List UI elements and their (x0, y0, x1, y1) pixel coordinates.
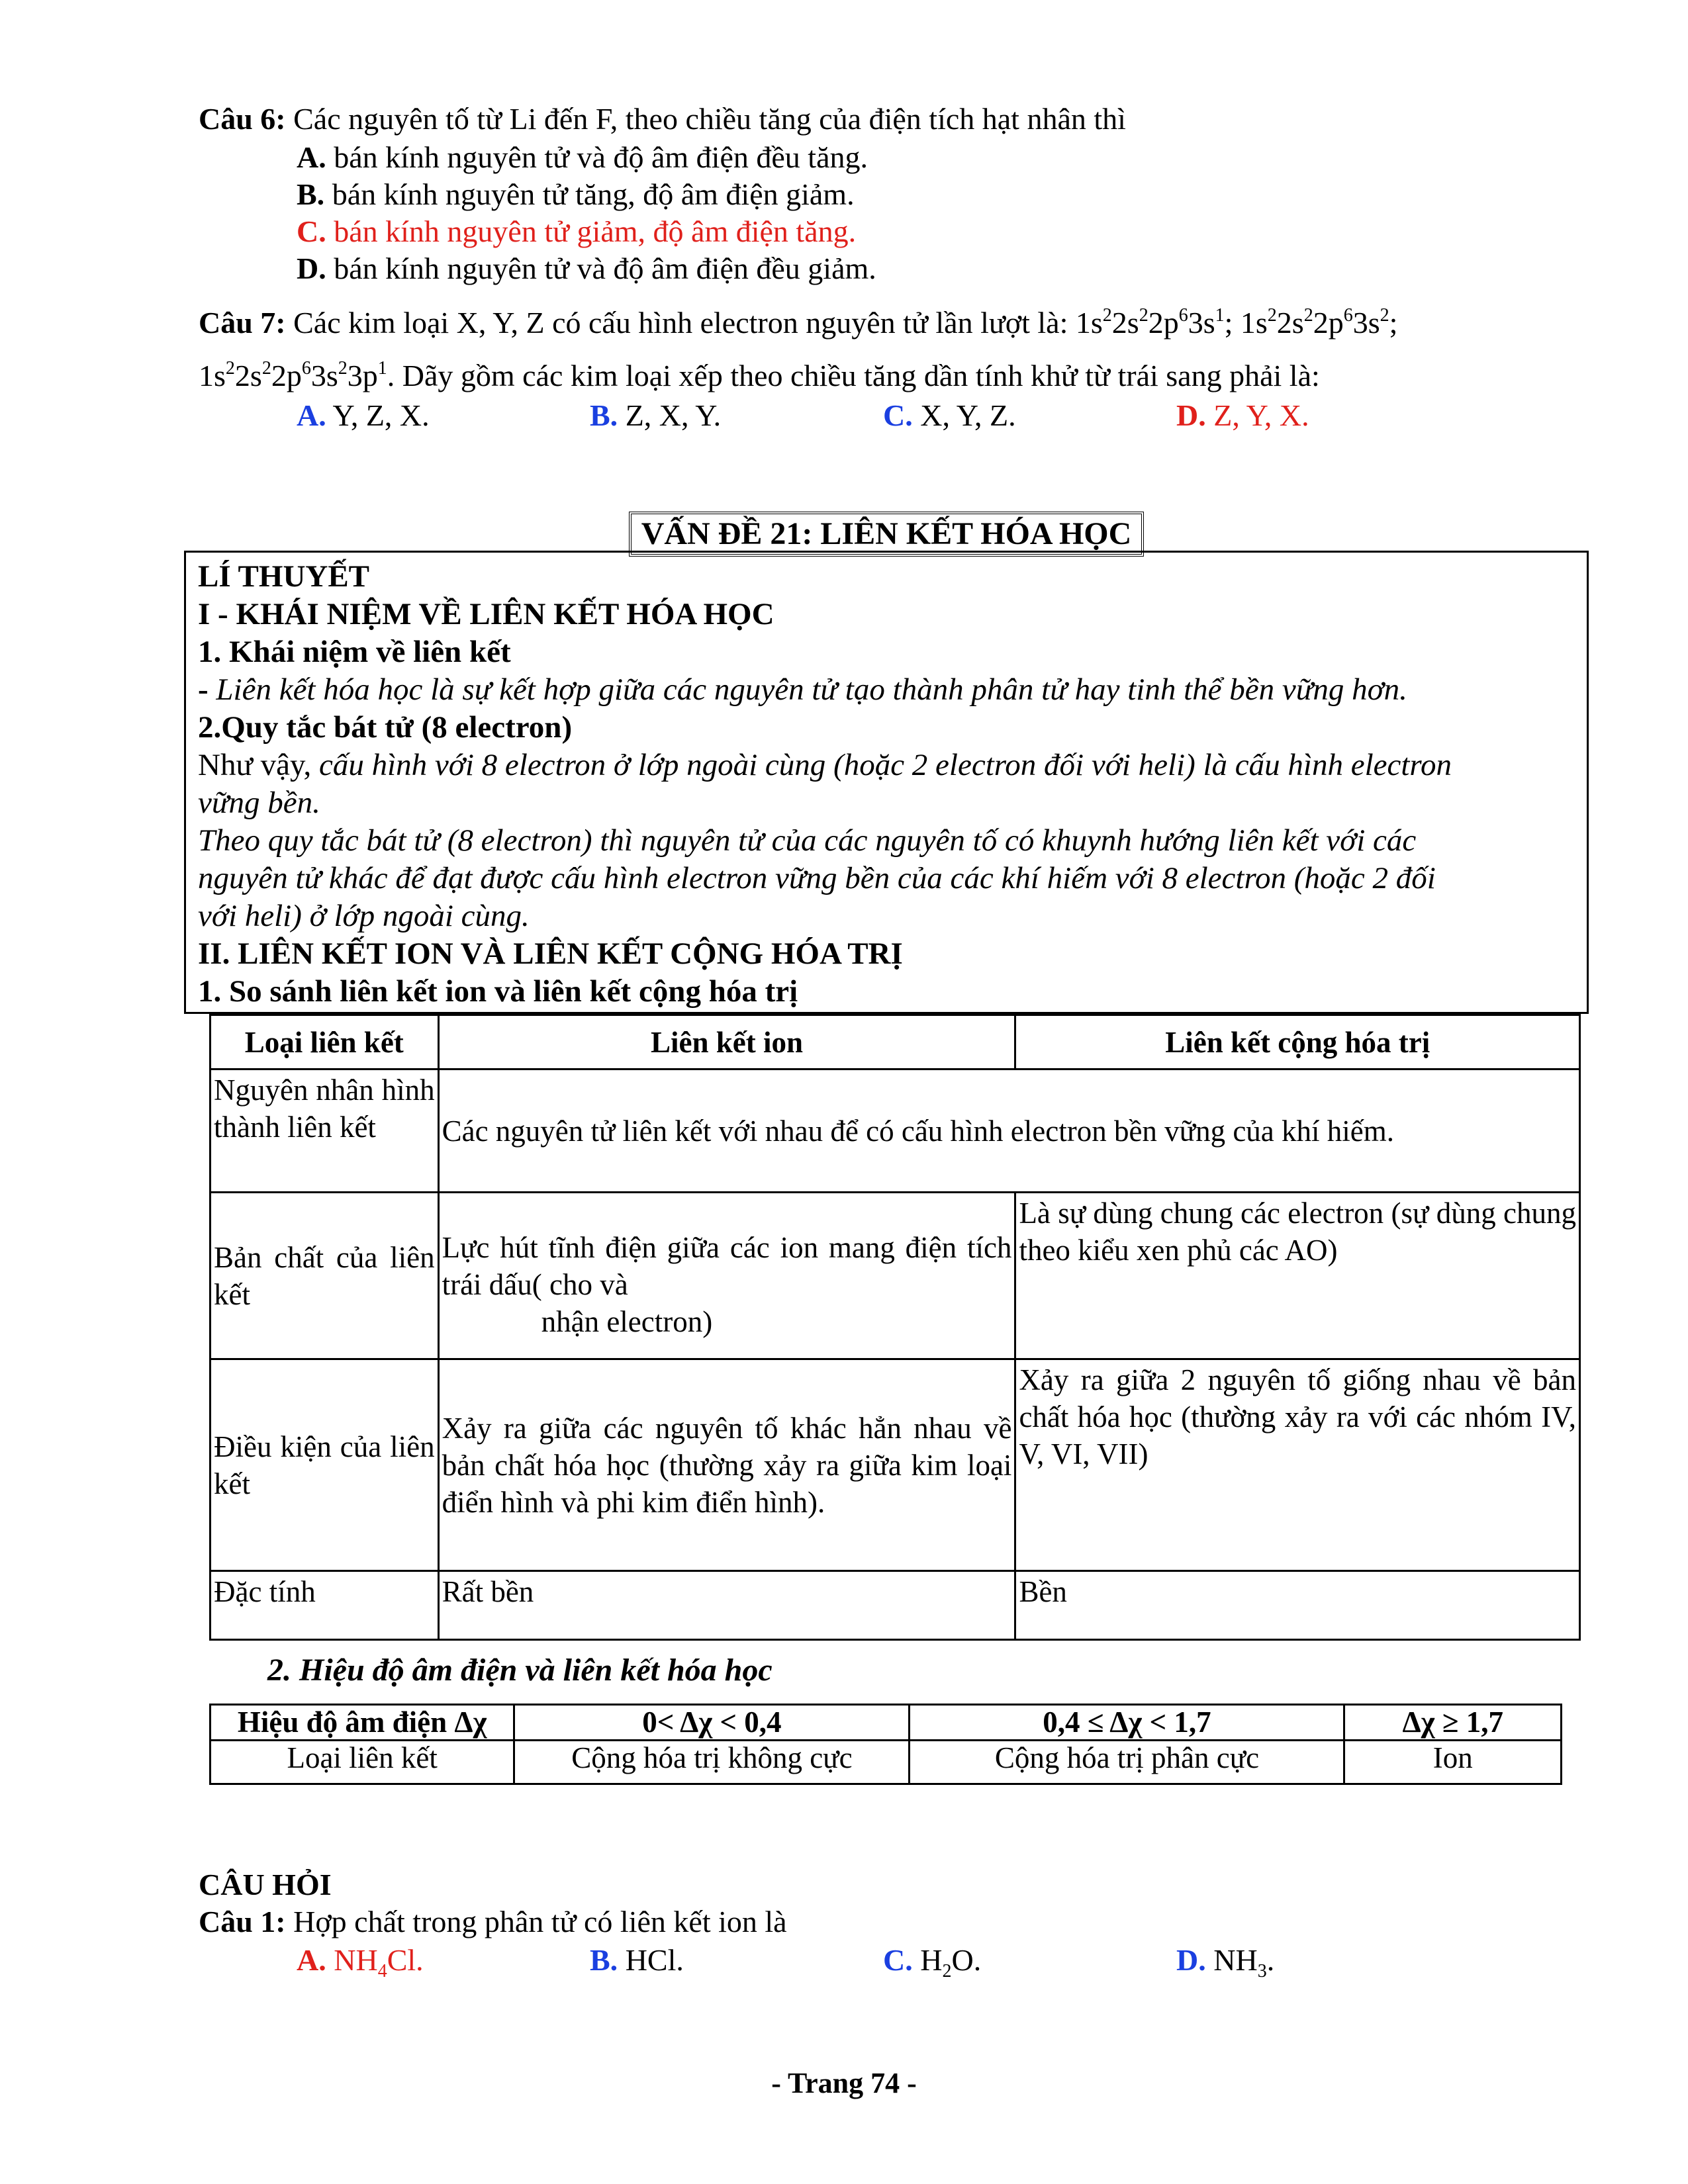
q6-option-a: A. bán kính nguyên tử và độ âm điện đều tăng. (297, 140, 868, 174)
table-row (211, 1359, 1580, 1571)
q1-option-c: C. $H_2O$. (883, 1943, 982, 1981)
en-header-0: Hiệu độ âm điện Δχ (211, 1705, 514, 1741)
theory-p4-title: 1. So sánh liên kết ion và liên kết cộng hóa trị (198, 974, 798, 1009)
q1-stem: Câu 1: Hợp chất trong phân tử có liên kết ion là (199, 1905, 787, 1938)
q7-option-c: C. X, Y, Z. (883, 398, 1016, 432)
section-title: VẤN ĐỀ 21: LIÊN KẾT HÓA HỌC (629, 512, 1144, 557)
en-header-row (211, 1705, 1562, 1741)
theory-heading: LÍ THUYẾT (198, 559, 370, 594)
row-label: Nguyên nhân hình thành liên kết (211, 1069, 439, 1193)
en-cell-0: Loại liên kết (211, 1741, 514, 1784)
compare-header-covalent: Liên kết cộng hóa trị (1015, 1015, 1580, 1069)
q1-option-d: D. $NH_3$. (1176, 1943, 1275, 1981)
q6-option-d: D. bán kính nguyên tử và độ âm điện đều giảm. (297, 251, 876, 285)
en-header-2: 0,4 ≤ Δχ < 1,7 (910, 1705, 1344, 1741)
q7-option-d: D. Z, Y, X. (1176, 398, 1309, 432)
theory-p3-line3: với heli) ở lớp ngoài cùng. (198, 899, 530, 933)
en-cell-3: Ion (1344, 1741, 1562, 1784)
compare-header-row (211, 1015, 1580, 1069)
q6-label: Câu 6: (199, 102, 286, 136)
q7-label: Câu 7: (199, 306, 286, 340)
en-cell-2: Cộng hóa trị phân cực (910, 1741, 1344, 1784)
theory-part2: II. LIÊN KẾT ION VÀ LIÊN KẾT CỘNG HÓA TRỊ (198, 936, 903, 971)
table-row (211, 1193, 1580, 1359)
ion-cell: Lực hút tĩnh điện giữa các ion mang điện tích trái dấu( cho và nhận electron) (438, 1193, 1015, 1359)
theory-p2-line1: Như vậy, cấu hình với 8 electron ở lớp ngoài cùng (hoặc 2 electron đối với heli) là cấu hình electron (198, 748, 1452, 782)
compare-header-ion: Liên kết ion (438, 1015, 1015, 1069)
q7-option-b: B. Z, X, Y. (590, 398, 722, 432)
compare-header-type: Loại liên kết (211, 1015, 439, 1069)
theory-box (184, 551, 1589, 1014)
q1-option-a: A. $NH_4Cl$. (297, 1943, 424, 1981)
row-label: Bản chất của liên kết (211, 1193, 439, 1359)
row-label: Điều kiện của liên kết (211, 1359, 439, 1571)
q1-option-b: B. HCl. (590, 1943, 684, 1977)
covalent-cell: Xảy ra giữa 2 nguyên tố giống nhau về bản chất hóa học (thường xảy ra với các nhóm IV, V, VI, VII) (1015, 1359, 1580, 1571)
en-header-3: Δχ ≥ 1,7 (1344, 1705, 1562, 1741)
q6-option-c: C. bán kính nguyên tử giảm, độ âm điện tăng. (297, 214, 857, 248)
q6-stem: Câu 6: Các nguyên tố từ Li đến F, theo chiều tăng của điện tích hạt nhân thì (199, 102, 1126, 136)
compare-table (209, 1014, 1581, 1641)
q1-label: Câu 1: (199, 1905, 286, 1938)
row-label: Đặc tính (211, 1571, 439, 1640)
theory-p1-text: - Liên kết hóa học là sự kết hợp giữa các nguyên tử tạo thành phân tử hay tinh thể bền vững hơn. (198, 672, 1407, 707)
q7-stem: Câu 7: Các kim loại X, Y, Z có cấu hình electron nguyên tử lần lượt là: $1s^22s^22p^63s^1$; $1s^22s^22p^63s^2$; (199, 305, 1398, 340)
theory-part1: I - KHÁI NIỆM VỀ LIÊN KẾT HÓA HỌC (198, 597, 774, 631)
table-row (211, 1069, 1580, 1193)
covalent-cell: Bền (1015, 1571, 1580, 1640)
merged-cell: Các nguyên tử liên kết với nhau để có cấu hình electron bền vững của khí hiếm. (438, 1069, 1579, 1193)
en-header-1: 0< Δχ < 0,4 (514, 1705, 910, 1741)
theory-p3-line2: nguyên tử khác để đạt được cấu hình electron vững bền của các khí hiếm với 8 electron (hoặc 2 đối (198, 861, 1436, 895)
theory-p3-line1: Theo quy tắc bát tử (8 electron) thì nguyên tử của các nguyên tố có khuynh hướng liên kết với các (198, 823, 1417, 858)
theory-p2-line2: vững bền. (198, 786, 320, 820)
ion-cell: Xảy ra giữa các nguyên tố khác hẳn nhau về bản chất hóa học (thường xảy ra giữa kim loại điển hình và phi kim điển hình). (438, 1359, 1015, 1571)
table-row (211, 1571, 1580, 1640)
theory-p1-title: 1. Khái niệm về liên kết (198, 635, 511, 669)
page-number: - Trang 74 - (771, 2067, 917, 2099)
q7-line2: $1s^22s^22p^63s^23p^1$. Dãy gồm các kim loại xếp theo chiều tăng dần tính khử từ trái sang phải là: (199, 358, 1320, 392)
table-row (211, 1741, 1562, 1784)
en-cell-1: Cộng hóa trị không cực (514, 1741, 910, 1784)
q7-config-x-y: $1s^22s^22p^63s^1$; $1s^22s^22p^63s^2$; (1075, 305, 1398, 340)
q6-option-b: B. bán kính nguyên tử tăng, độ âm điện giảm. (297, 177, 855, 211)
q7-option-a: A. Y, Z, X. (297, 398, 430, 432)
subheading-electronegativity: 2. Hiệu độ âm điện và liên kết hóa học (267, 1653, 773, 1688)
theory-p2-title: 2.Quy tắc bát tử (8 electron) (198, 710, 573, 745)
ion-cell: Rất bền (438, 1571, 1015, 1640)
electronegativity-table (209, 1704, 1562, 1785)
questions-heading: CÂU HỎI (199, 1868, 332, 1901)
covalent-cell: Là sự dùng chung các electron (sự dùng chung theo kiểu xen phủ các AO) (1015, 1193, 1580, 1359)
